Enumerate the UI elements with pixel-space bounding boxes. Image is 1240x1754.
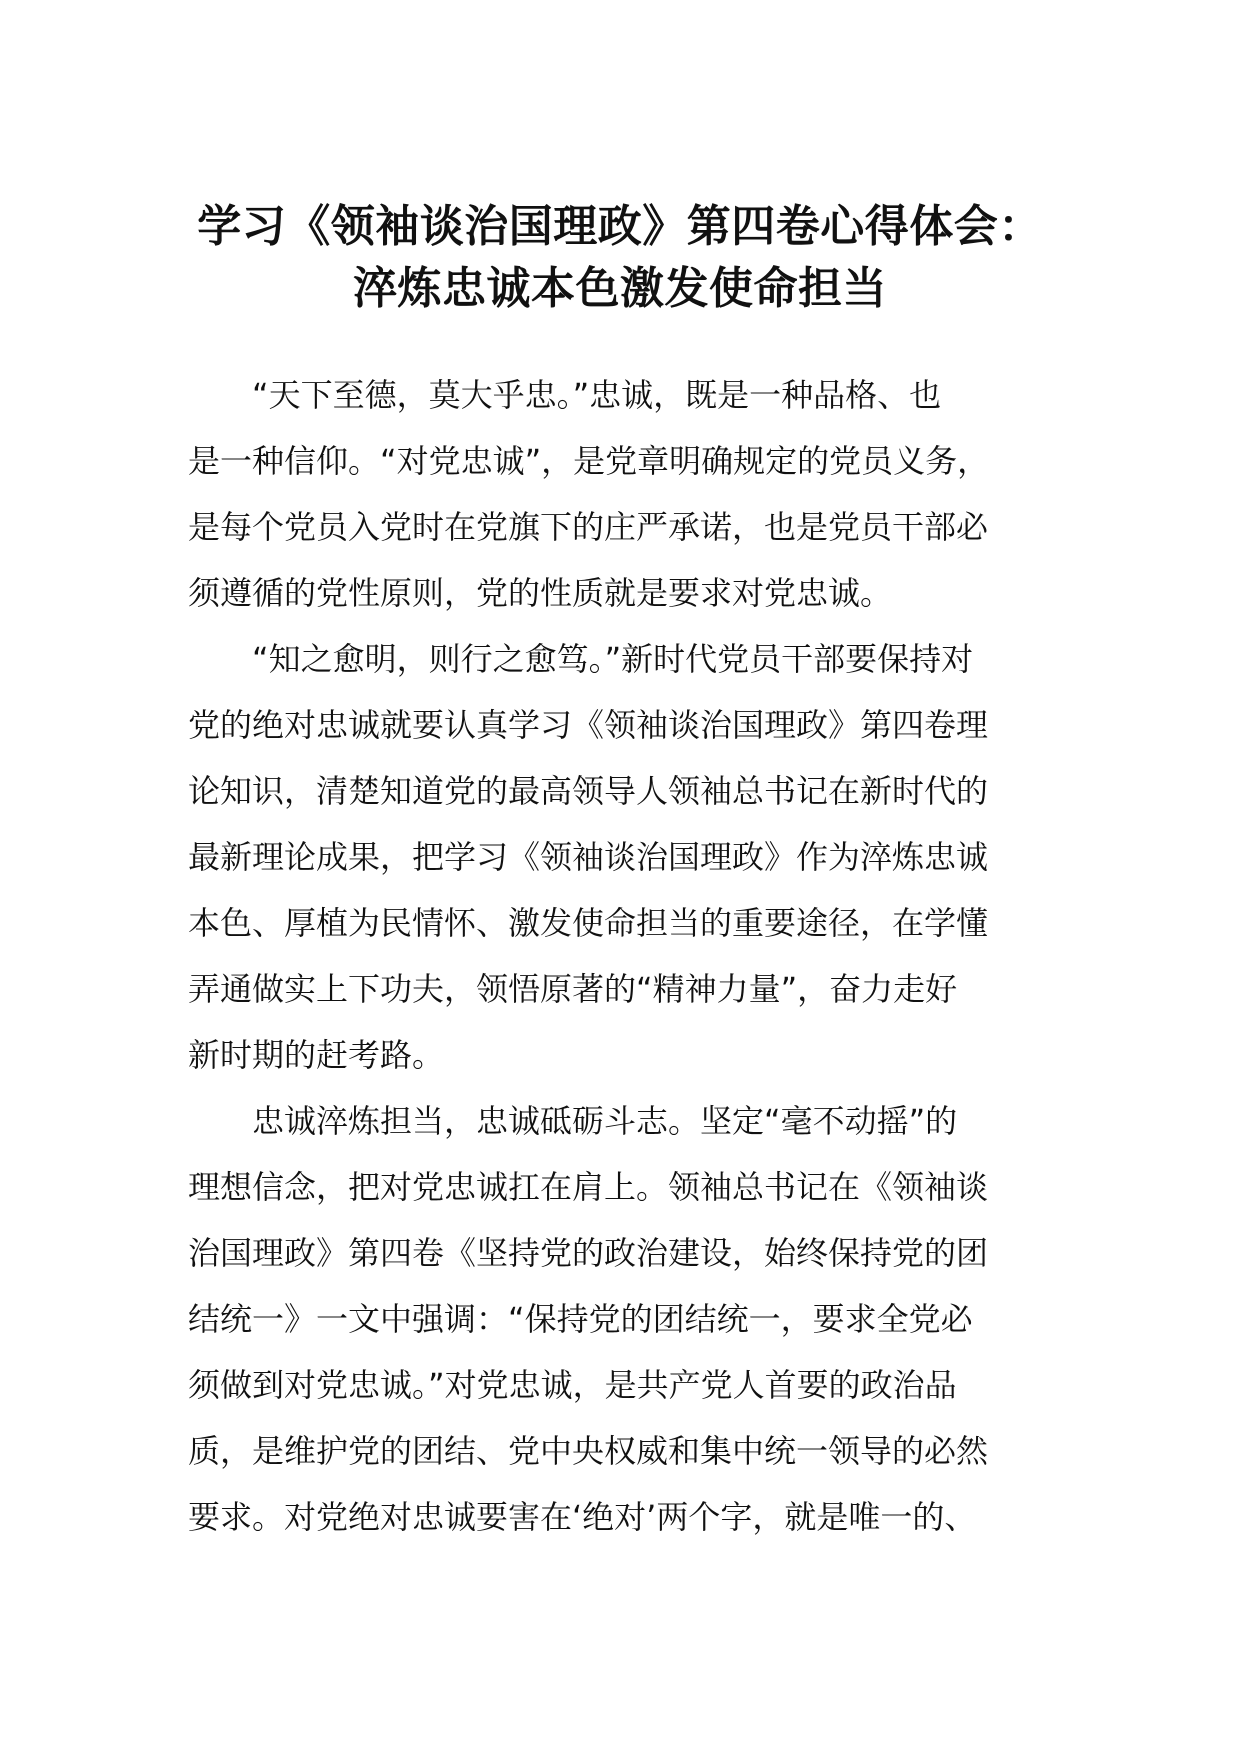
text-line: 须做到对党忠诚。”对党忠诚，是共产党人首要的政治品 xyxy=(188,1366,957,1404)
text-line: 本色、厚植为民情怀、激发使命担当的重要途径，在学懂 xyxy=(188,904,989,942)
text-line: 要求。对党绝对忠诚要害在‘绝对’两个字，就是唯一的、 xyxy=(188,1498,977,1536)
text-line: 最新理论成果，把学习《领袖谈治国理政》作为淬炼忠诚 xyxy=(188,838,989,876)
text-line: 党的绝对忠诚就要认真学习《领袖谈治国理政》第四卷理 xyxy=(188,706,989,744)
text-line: 质，是维护党的团结、党中央权威和集中统一领导的必然 xyxy=(188,1432,989,1470)
text-line: 结统一》一文中强调：“保持党的团结统一，要求全党必 xyxy=(188,1300,973,1338)
text-line: 忠诚淬炼担当，忠诚砥砺斗志。坚定“毫不动摇”的 xyxy=(188,1102,958,1140)
document-title xyxy=(150,196,1090,320)
text-line: 新时期的赶考路。 xyxy=(188,1036,445,1074)
text-line: 是每个党员入党时在党旗下的庄严承诺，也是党员干部必 xyxy=(188,508,989,546)
document-body xyxy=(188,362,1048,1550)
text-line: 须遵循的党性原则，党的性质就是要求对党忠诚。 xyxy=(188,574,893,612)
text-line: 弄通做实上下功夫，领悟原著的“精神力量”，奋力走好 xyxy=(188,970,958,1008)
text-line: 是一种信仰。“对党忠诚”，是党章明确规定的党员义务， xyxy=(188,442,990,480)
text-line: 治国理政》第四卷《坚持党的政治建设，始终保持党的团 xyxy=(188,1234,989,1272)
text-line: 理想信念，把对党忠诚扛在肩上。领袖总书记在《领袖谈 xyxy=(188,1168,989,1206)
text-line: “知之愈明，则行之愈笃。”新时代党员干部要保持对 xyxy=(188,640,974,678)
title-line-1: 学习《领袖谈治国理政》第四卷心得体会： xyxy=(197,201,1043,252)
text-line: “天下至德，莫大乎忠。”忠诚，既是一种品格、也 xyxy=(188,376,942,414)
title-line-2: 淬炼忠诚本色激发使命担当 xyxy=(353,263,887,314)
text-line: 论知识，清楚知道党的最高领导人领袖总书记在新时代的 xyxy=(188,772,989,810)
